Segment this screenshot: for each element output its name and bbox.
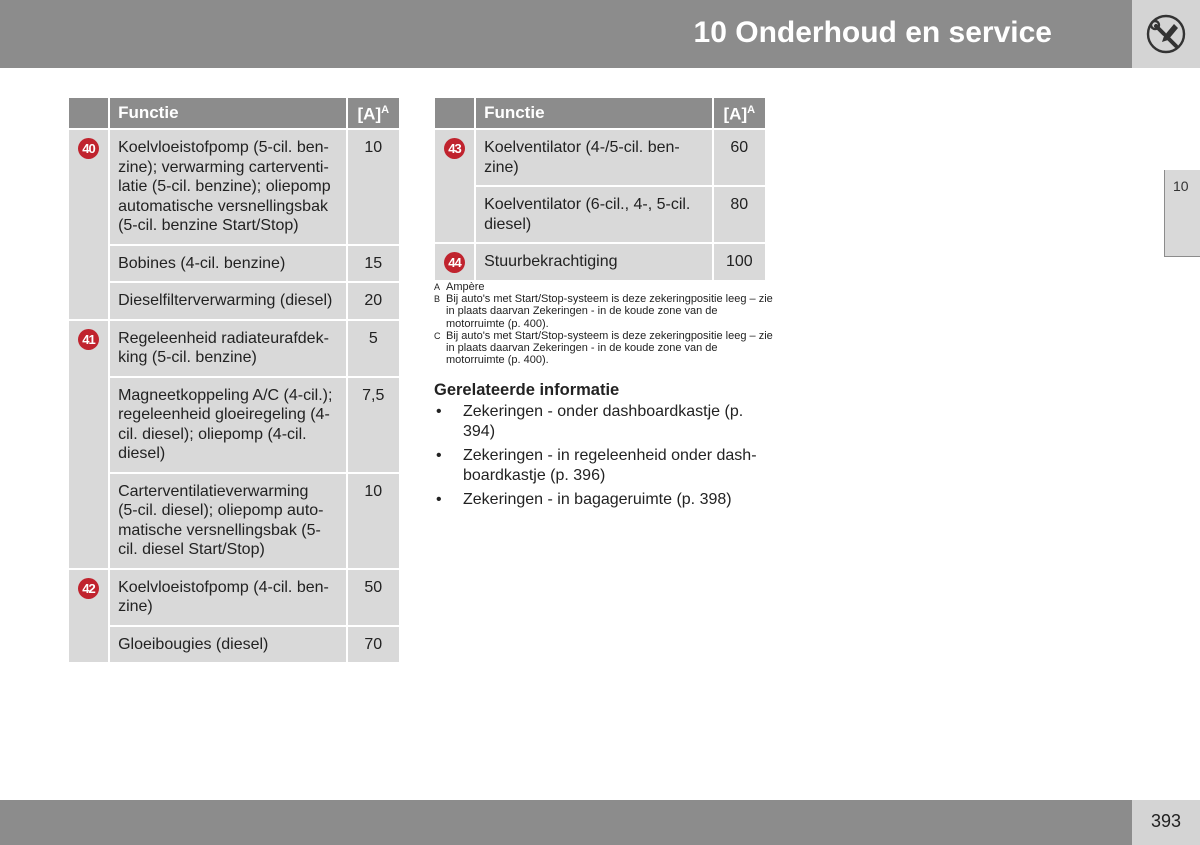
fuse-ampere-cell: 60 <box>714 130 765 185</box>
fuse-function-cell: Stuurbekrachtiging <box>476 244 712 280</box>
footnote-mark: B <box>434 294 441 305</box>
fuse-function-cell: Koelvloeistofpomp (4-cil. ben- zine) <box>110 570 346 625</box>
table-row <box>69 246 399 282</box>
fuse-ampere-cell: 100 <box>714 244 765 280</box>
fuse-table-left <box>67 96 401 664</box>
table-row <box>69 474 399 568</box>
ampere-header <box>348 98 399 128</box>
fuse-ampere-cell: 7,5 <box>348 378 399 472</box>
wrench-icon <box>1144 14 1188 54</box>
footnote-text: Ampère <box>446 281 485 293</box>
related-link[interactable] <box>434 490 774 510</box>
table-row <box>69 570 399 625</box>
function-header: Functie <box>476 98 712 128</box>
footnote-text: Bij auto's met Start/Stop-systeem is deze zekeringpositie leeg – zie in plaats daarvan Zekeringen - in de koude zone van de motorruimte (p. 400). <box>446 329 773 367</box>
ampere-header <box>714 98 765 128</box>
footnote-c <box>434 330 774 367</box>
footnotes <box>434 281 774 366</box>
related-information <box>434 381 774 515</box>
table-row <box>69 321 399 376</box>
footnote-b <box>434 293 774 330</box>
fuse-table-right <box>433 96 767 282</box>
chapter-side-tab-label: 10 <box>1173 178 1189 194</box>
footnote-text: Bij auto's met Start/Stop-systeem is deze zekeringpositie leeg – zie in plaats daarvan Zekeringen - in de koude zone van de motorruimte (p. 400). <box>446 293 773 330</box>
related-link-label: Zekeringen - in regeleenheid onder dash-boardkastje (p. 396) <box>463 447 757 484</box>
fuse-position-cell <box>69 130 108 319</box>
position-header <box>435 98 474 128</box>
fuse-position-cell <box>435 244 474 280</box>
page-number: 393 <box>1150 811 1182 831</box>
related-links-list <box>434 402 774 510</box>
fuse-position-badge: 42 <box>78 578 99 599</box>
table-row <box>69 283 399 319</box>
chapter-icon-box <box>1132 0 1200 68</box>
page-title: 10 Onderhoud en service <box>693 16 1052 49</box>
bullet-icon: • <box>436 491 442 508</box>
fuse-ampere-cell: 70 <box>348 627 399 663</box>
fuse-function-cell: Koelventilator (4-/5-cil. ben- zine) <box>476 130 712 185</box>
fuse-function-cell: Gloeibougies (diesel) <box>110 627 346 663</box>
table-header-row <box>69 98 399 128</box>
related-link-label: Zekeringen - in bagageruimte (p. 398) <box>463 491 732 508</box>
fuse-ampere-cell: 10 <box>348 130 399 244</box>
related-information-title: Gerelateerde informatie <box>434 381 620 399</box>
header-bar <box>0 0 1132 68</box>
position-header <box>69 98 108 128</box>
fuse-position-cell <box>435 130 474 242</box>
fuse-position-cell <box>69 570 108 663</box>
table-header-row <box>435 98 765 128</box>
ampere-header-label: [A] <box>357 105 382 125</box>
fuse-function-cell: Koelventilator (6-cil., 4-, 5-cil. diesel) <box>476 187 712 242</box>
chapter-side-tab[interactable] <box>1164 170 1200 257</box>
fuse-function-cell: Dieselfilterverwarming (diesel) <box>110 283 346 319</box>
fuse-ampere-cell: 50 <box>348 570 399 625</box>
table-row <box>435 244 765 280</box>
bullet-icon: • <box>436 447 442 464</box>
fuse-function-cell: Bobines (4-cil. benzine) <box>110 246 346 282</box>
related-link[interactable] <box>434 402 774 441</box>
page-number-box <box>1132 800 1200 845</box>
bullet-icon: • <box>436 403 442 420</box>
fuse-position-badge: 41 <box>78 329 99 350</box>
fuse-function-cell: Regeleenheid radiateurafdek- king (5-cil. benzine) <box>110 321 346 376</box>
fuse-ampere-cell: 5 <box>348 321 399 376</box>
footnote-mark: C <box>434 330 441 341</box>
fuse-function-cell: Carterventilatieverwarming (5-cil. diesel); oliepomp auto- matische versnellingsbak (5- cil. diesel Start/Stop) <box>110 474 346 568</box>
fuse-function-cell: Magneetkoppeling A/C (4-cil.); regeleenheid gloeiregeling (4- cil. diesel); oliepomp (4-cil. diesel) <box>110 378 346 472</box>
fuse-position-badge: 40 <box>78 138 99 159</box>
ampere-header-footnote-mark: A <box>381 104 390 117</box>
fuse-position-badge: 43 <box>444 138 465 159</box>
fuse-position-badge: 44 <box>444 252 465 273</box>
fuse-function-cell: Koelvloeistofpomp (5-cil. ben- zine); verwarming carterventi- latie (5-cil. benzine); oliepomp automatische versnellingsbak (5-cil. benzine Start/Stop) <box>110 130 346 244</box>
function-header: Functie <box>110 98 346 128</box>
ampere-header-footnote-mark: A <box>747 104 756 117</box>
ampere-header-label: [A] <box>723 105 748 125</box>
footnote-mark: A <box>434 282 441 292</box>
fuse-ampere-cell: 15 <box>348 246 399 282</box>
fuse-ampere-cell: 10 <box>348 474 399 568</box>
fuse-position-cell <box>69 321 108 568</box>
table-row <box>69 130 399 244</box>
footnote-a <box>434 281 774 293</box>
footer-bar <box>0 800 1132 845</box>
table-row <box>69 627 399 663</box>
fuse-ampere-cell: 20 <box>348 283 399 319</box>
related-link-label: Zekeringen - onder dashboardkastje (p. 394) <box>463 403 744 440</box>
table-row <box>435 187 765 242</box>
related-link[interactable] <box>434 446 774 485</box>
fuse-ampere-cell: 80 <box>714 187 765 242</box>
table-row <box>435 130 765 185</box>
table-row <box>69 378 399 472</box>
